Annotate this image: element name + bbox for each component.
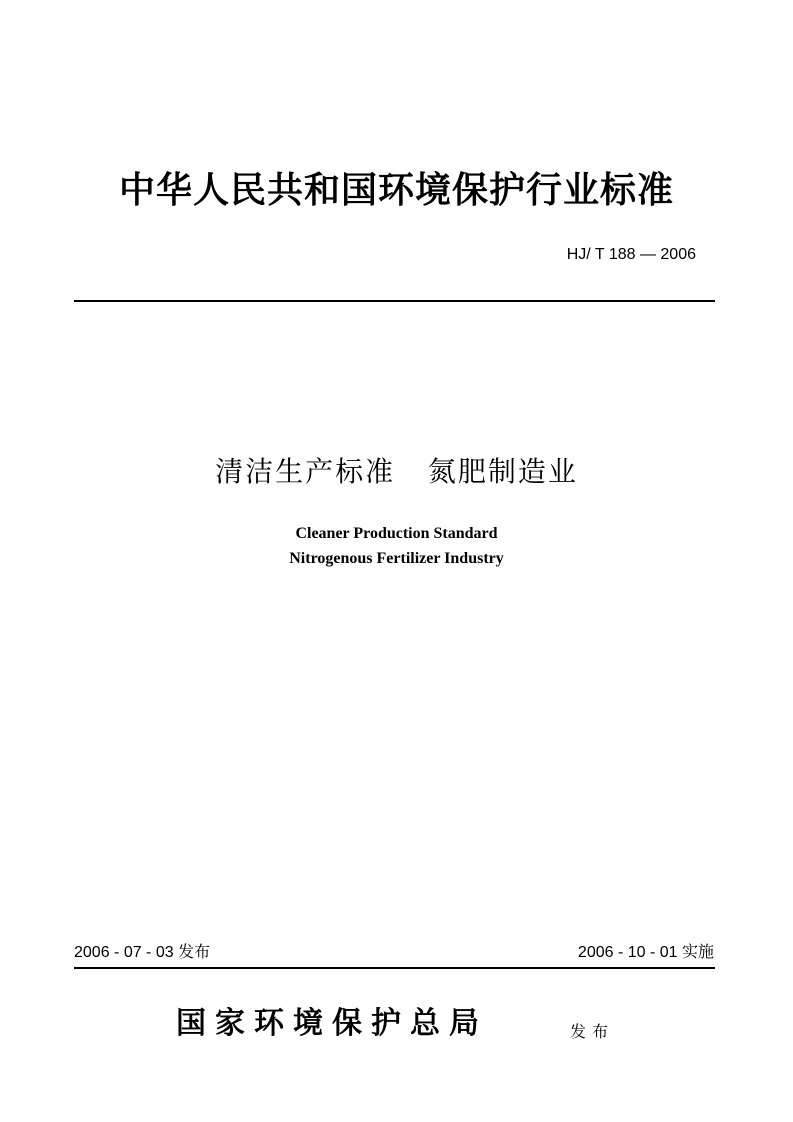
document-title-en-line2: Nitrogenous Fertilizer Industry	[289, 550, 504, 567]
issue-date: 2006 - 07 - 03 发布	[74, 944, 211, 961]
standard-category-title: 中华人民共和国环境保护行业标准	[118, 169, 674, 211]
bottom-divider	[74, 967, 715, 969]
standard-code: HJ/ T 188 — 2006	[566, 246, 696, 263]
publish-label: 发布	[570, 1022, 615, 1041]
document-title-cn: 清洁生产标准 氮肥制造业	[215, 455, 578, 488]
implementation-date: 2006 - 10 - 01 实施	[577, 944, 714, 961]
top-divider	[74, 300, 715, 302]
publisher-name: 国家环境保护总局	[176, 1006, 488, 1041]
document-title-en-line1: Cleaner Production Standard	[295, 525, 498, 542]
